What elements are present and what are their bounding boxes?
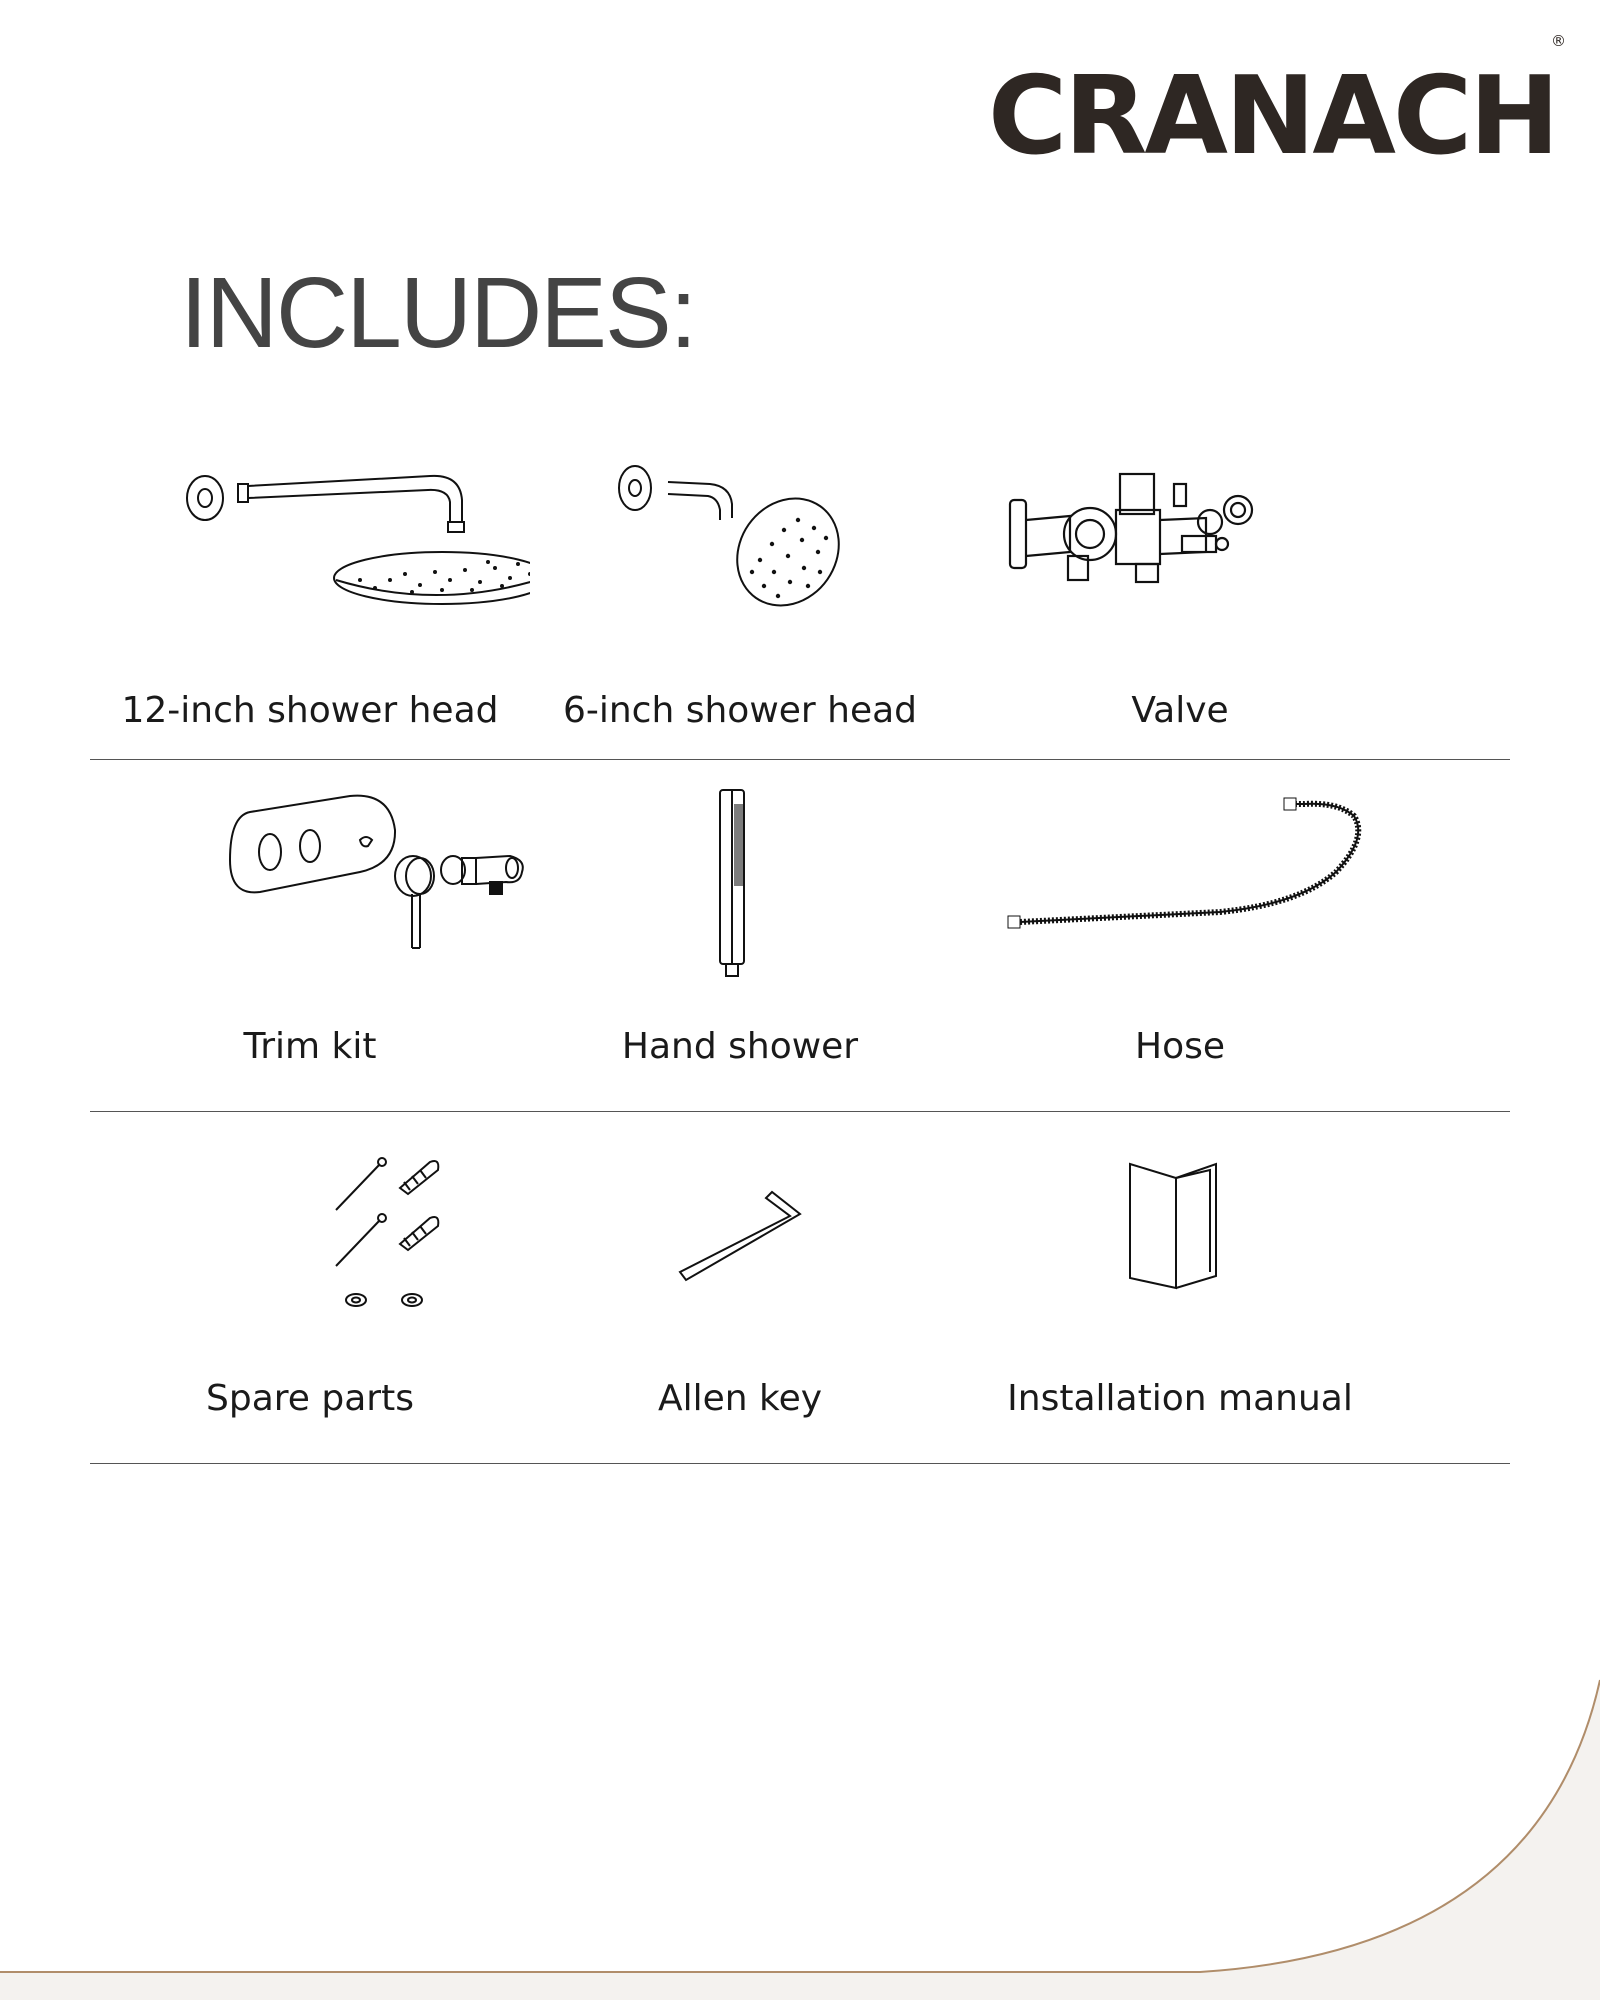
- item-label: Spare parts: [206, 1378, 414, 1419]
- item-label: Hose: [1135, 1026, 1225, 1067]
- registered-mark: ®: [1551, 32, 1566, 50]
- page-title: INCLUDES:: [180, 257, 696, 369]
- item-label: Hand shower: [621, 1026, 859, 1067]
- item-label: 12-inch shower head: [121, 690, 499, 731]
- item-label: Valve: [1131, 690, 1229, 731]
- item-label: Installation manual: [1007, 1378, 1353, 1419]
- brand-name: CRANACH: [988, 54, 1557, 179]
- item-label: 6-inch shower head: [562, 690, 918, 731]
- item-label: Trim kit: [243, 1026, 377, 1067]
- item-label: Allen key: [657, 1378, 823, 1419]
